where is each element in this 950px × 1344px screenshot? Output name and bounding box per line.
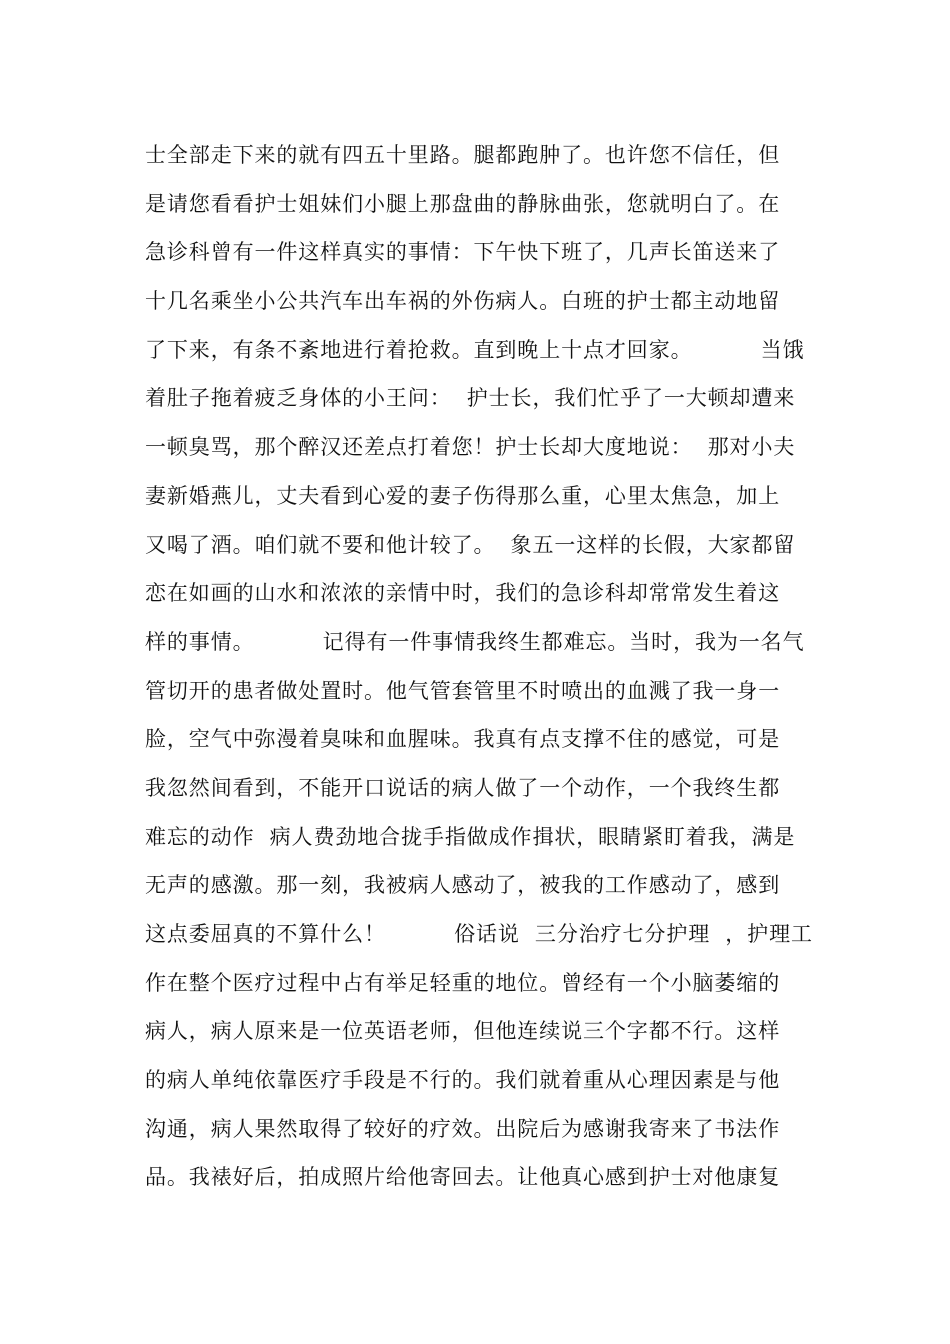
text-line: 样的事情。 记得有一件事情我终生都难忘。当时，我为一名气 [145,629,805,654]
text-line: 是请您看看护士姐妹们小腿上那盘曲的静脉曲张，您就明白了。在 [145,191,781,216]
text-line: 我忽然间看到，不能开口说话的病人做了一个动作，一个我终生都 [145,775,781,800]
text-line: 无声的感激。那一刻，我被病人感动了，被我的工作感动了，感到 [145,873,781,898]
text-line: 病人，病人原来是一位英语老师，但他连续说三个字都不行。这样 [145,1019,781,1044]
text-line: 一顿臭骂，那个醉汉还差点打着您！护士长却大度地说： 那对小夫 [145,435,796,460]
text-line: 作在整个医疗过程中占有举足轻重的地位。曾经有一个小脑萎缩的 [145,970,781,995]
text-line: 沟通，病人果然取得了较好的疗效。出院后为感谢我寄来了书法作 [145,1116,781,1141]
text-line: 着肚子拖着疲乏身体的小王问： 护士长，我们忙乎了一大顿却遭来 [145,386,796,411]
text-line: 急诊科曾有一件这样真实的事情：下午快下班了，几声长笛送来了 [145,240,781,265]
text-line: 这点委屈真的不算什么！ 俗话说 三分治疗七分护理 ，护理工 [145,922,813,946]
text-line: 管切开的患者做处置时。他气管套管里不时喷出的血溅了我一身一 [145,678,781,703]
text-line: 十几名乘坐小公共汽车出车祸的外伤病人。白班的护士都主动地留 [145,289,781,314]
text-line: 妻新婚燕儿，丈夫看到心爱的妻子伤得那么重，心里太焦急，加上 [145,483,781,508]
text-line: 难忘的动作 病人费劲地合拢手指做成作揖状，眼睛紧盯着我，满是 [145,824,796,849]
body-text [145,131,815,1202]
text-line: 脸，空气中弥漫着臭味和血腥味。我真有点支撑不住的感觉，可是 [145,727,781,752]
text-line: 品。我裱好后，拍成照片给他寄回去。让他真心感到护士对他康复 [145,1165,781,1190]
text-line: 又喝了酒。咱们就不要和他计较了。 象五一这样的长假，大家都留 [145,532,796,557]
text-line: 了下来，有条不紊地进行着抢救。直到晚上十点才回家。 当饿 [145,337,805,362]
text-line: 恋在如画的山水和浓浓的亲情中时，我们的急诊科却常常发生着这 [145,581,781,606]
text-line: 士全部走下来的就有四五十里路。腿都跑肿了。也许您不信任，但 [145,143,781,167]
text-line: 的病人单纯依靠医疗手段是不行的。我们就着重从心理因素是与他 [145,1068,781,1093]
